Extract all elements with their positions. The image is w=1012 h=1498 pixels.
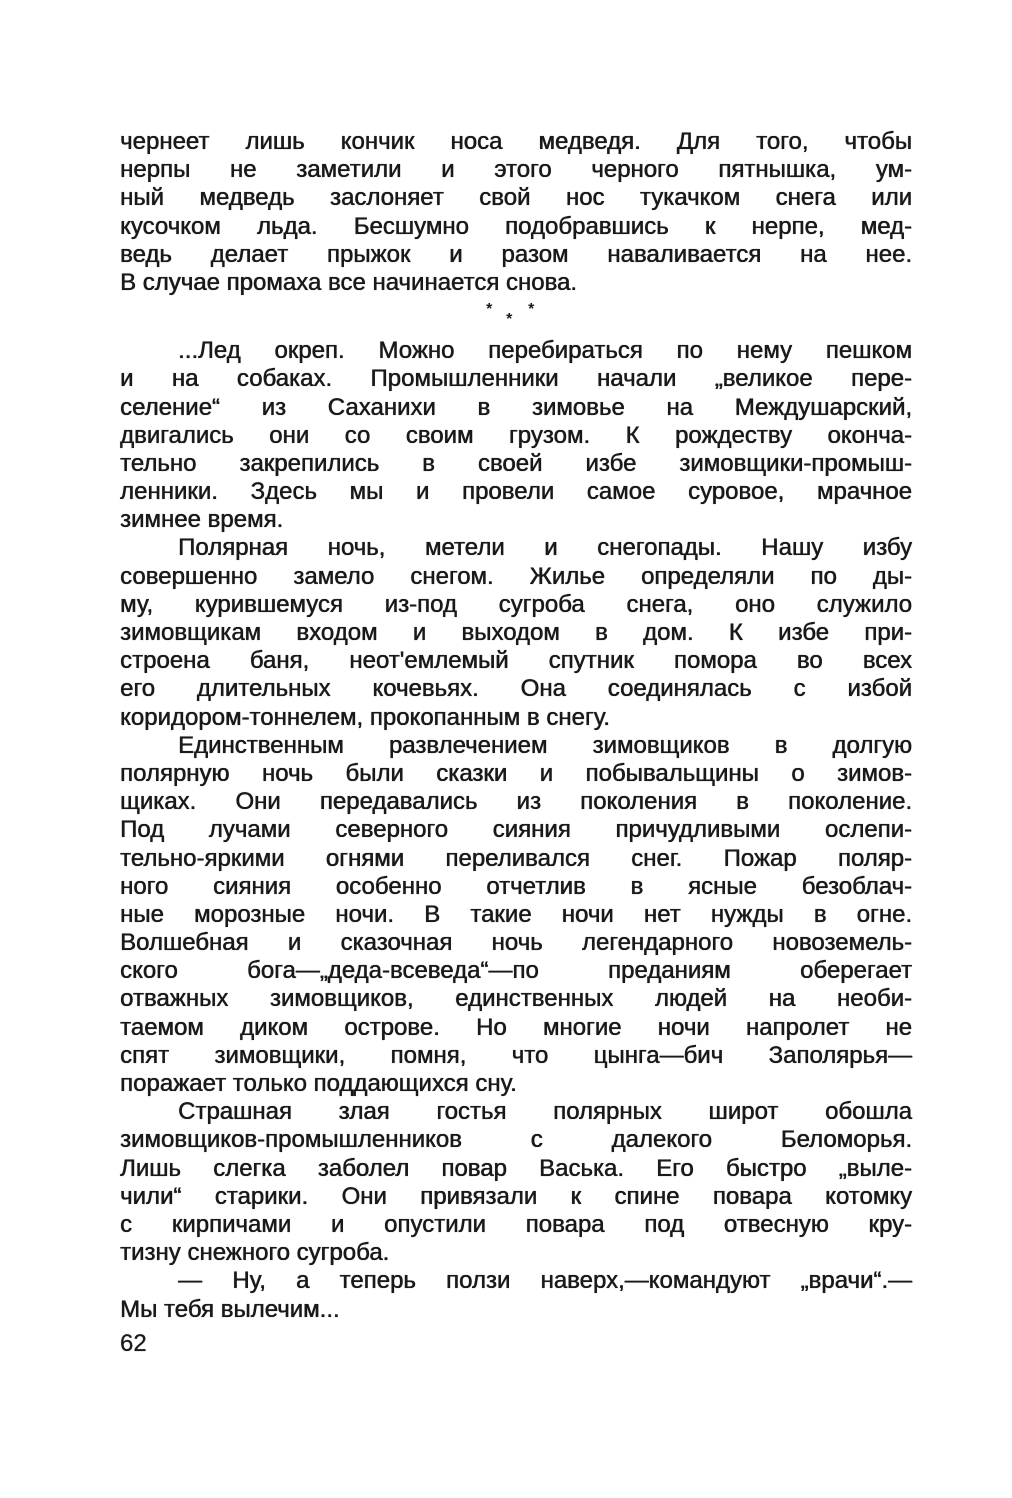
text-line: двигались они со своим грузом. К рождеству оконча- bbox=[120, 421, 912, 449]
text-line: кусочком льда. Бесшумно подобравшись к нерпе, мед- bbox=[120, 212, 912, 240]
text-line: спят зимовщики, помня, что цынга—бич Заполярья— bbox=[120, 1041, 912, 1069]
text-line: ный медведь заслоняет свой нос тукачком снега или bbox=[120, 184, 912, 212]
text-line: му, курившемуся из-под сугроба снега, оно служило bbox=[120, 590, 912, 618]
page-number: 62 bbox=[120, 1330, 147, 1357]
text-line: ленники. Здесь мы и провели самое суровое, мрачное bbox=[120, 478, 912, 506]
text-line: ского бога—„деда-всеведа“—по преданиям оберегает bbox=[120, 957, 912, 985]
text-line: селение“ из Саханихи в зимовье на Междушарский, bbox=[120, 393, 912, 421]
text-line: нерпы не заметили и этого черного пятнышка, ум- bbox=[120, 156, 912, 184]
text-line: ного сияния особенно отчетлив в ясные безоблач- bbox=[120, 872, 912, 900]
text-line: ные морозные ночи. В такие ночи нет нужды в огне. bbox=[120, 900, 912, 928]
text-line: коридором-тоннелем, прокопанным в снегу. bbox=[120, 703, 610, 731]
text-line: его длительных кочевьях. Она соединялась с избой bbox=[120, 675, 912, 703]
text-line: Единственным развлечением зимовщиков в долгую bbox=[178, 731, 912, 759]
text-line: Страшная злая гостья полярных широт обошла bbox=[178, 1098, 912, 1126]
text-line: чили“ старики. Они привязали к спине повара котомку bbox=[120, 1182, 912, 1210]
text-line: зимовщиков-промышленников с далекого Беломорья. bbox=[120, 1126, 912, 1154]
asterisk: * bbox=[506, 311, 513, 329]
text-line: тельно закрепились в своей избе зимовщики-промыш- bbox=[120, 449, 912, 477]
text-line: Под лучами северного сияния причудливыми ослепи- bbox=[120, 816, 912, 844]
text-line: тельно-яркими огнями переливался снег. Пожар поляр- bbox=[120, 844, 912, 872]
text-line: строена баня, неот'емлемый спутник помора во всех bbox=[120, 647, 912, 675]
text-line: В случае промаха все начинается снова. bbox=[120, 268, 577, 296]
page-text bbox=[120, 128, 912, 1324]
section-separator bbox=[120, 297, 912, 337]
asterisk: * bbox=[528, 301, 535, 319]
paragraph-block-2 bbox=[120, 337, 912, 1324]
paragraph-block-1 bbox=[120, 128, 912, 297]
asterisk: * bbox=[486, 301, 493, 319]
text-line: зимовщикам входом и выходом в дом. К избе при- bbox=[120, 619, 912, 646]
text-line: отважных зимовщиков, единственных людей на необи- bbox=[120, 985, 912, 1013]
text-line: Мы тебя вылечим... bbox=[120, 1295, 340, 1323]
text-line: тизну снежного сугроба. bbox=[120, 1239, 390, 1267]
text-line: — Ну, а теперь ползи наверх,—командуют „врачи“.— bbox=[178, 1267, 912, 1295]
text-line: Лишь слегка заболел повар Васька. Его быстро „выле- bbox=[120, 1154, 912, 1182]
text-line: совершенно замело снегом. Жилье определяли по ды- bbox=[120, 562, 912, 590]
text-line: чернеет лишь кончик носа медведя. Для того, чтобы bbox=[120, 128, 912, 155]
text-line: таемом диком острове. Но многие ночи напролет не bbox=[120, 1013, 912, 1041]
text-line: ...Лед окреп. Можно перебираться по нему пешком bbox=[178, 337, 912, 365]
text-line: зимнее время. bbox=[120, 506, 284, 534]
text-line: щиках. Они передавались из поколения в поколение. bbox=[120, 788, 912, 816]
text-line: поражает только поддающихся сну. bbox=[120, 1070, 517, 1097]
text-line: и на собаках. Промышленники начали „великое пере- bbox=[120, 365, 912, 393]
text-line: Полярная ночь, метели и снегопады. Нашу избу bbox=[178, 534, 912, 562]
text-line: Волшебная и сказочная ночь легендарного новоземель- bbox=[120, 929, 912, 957]
text-line: полярную ночь были сказки и побывальщины о зимов- bbox=[120, 759, 912, 787]
text-line: с кирпичами и опустили повара под отвесную кру- bbox=[120, 1210, 912, 1238]
text-line: ведь делает прыжок и разом наваливается на нее. bbox=[120, 240, 912, 268]
